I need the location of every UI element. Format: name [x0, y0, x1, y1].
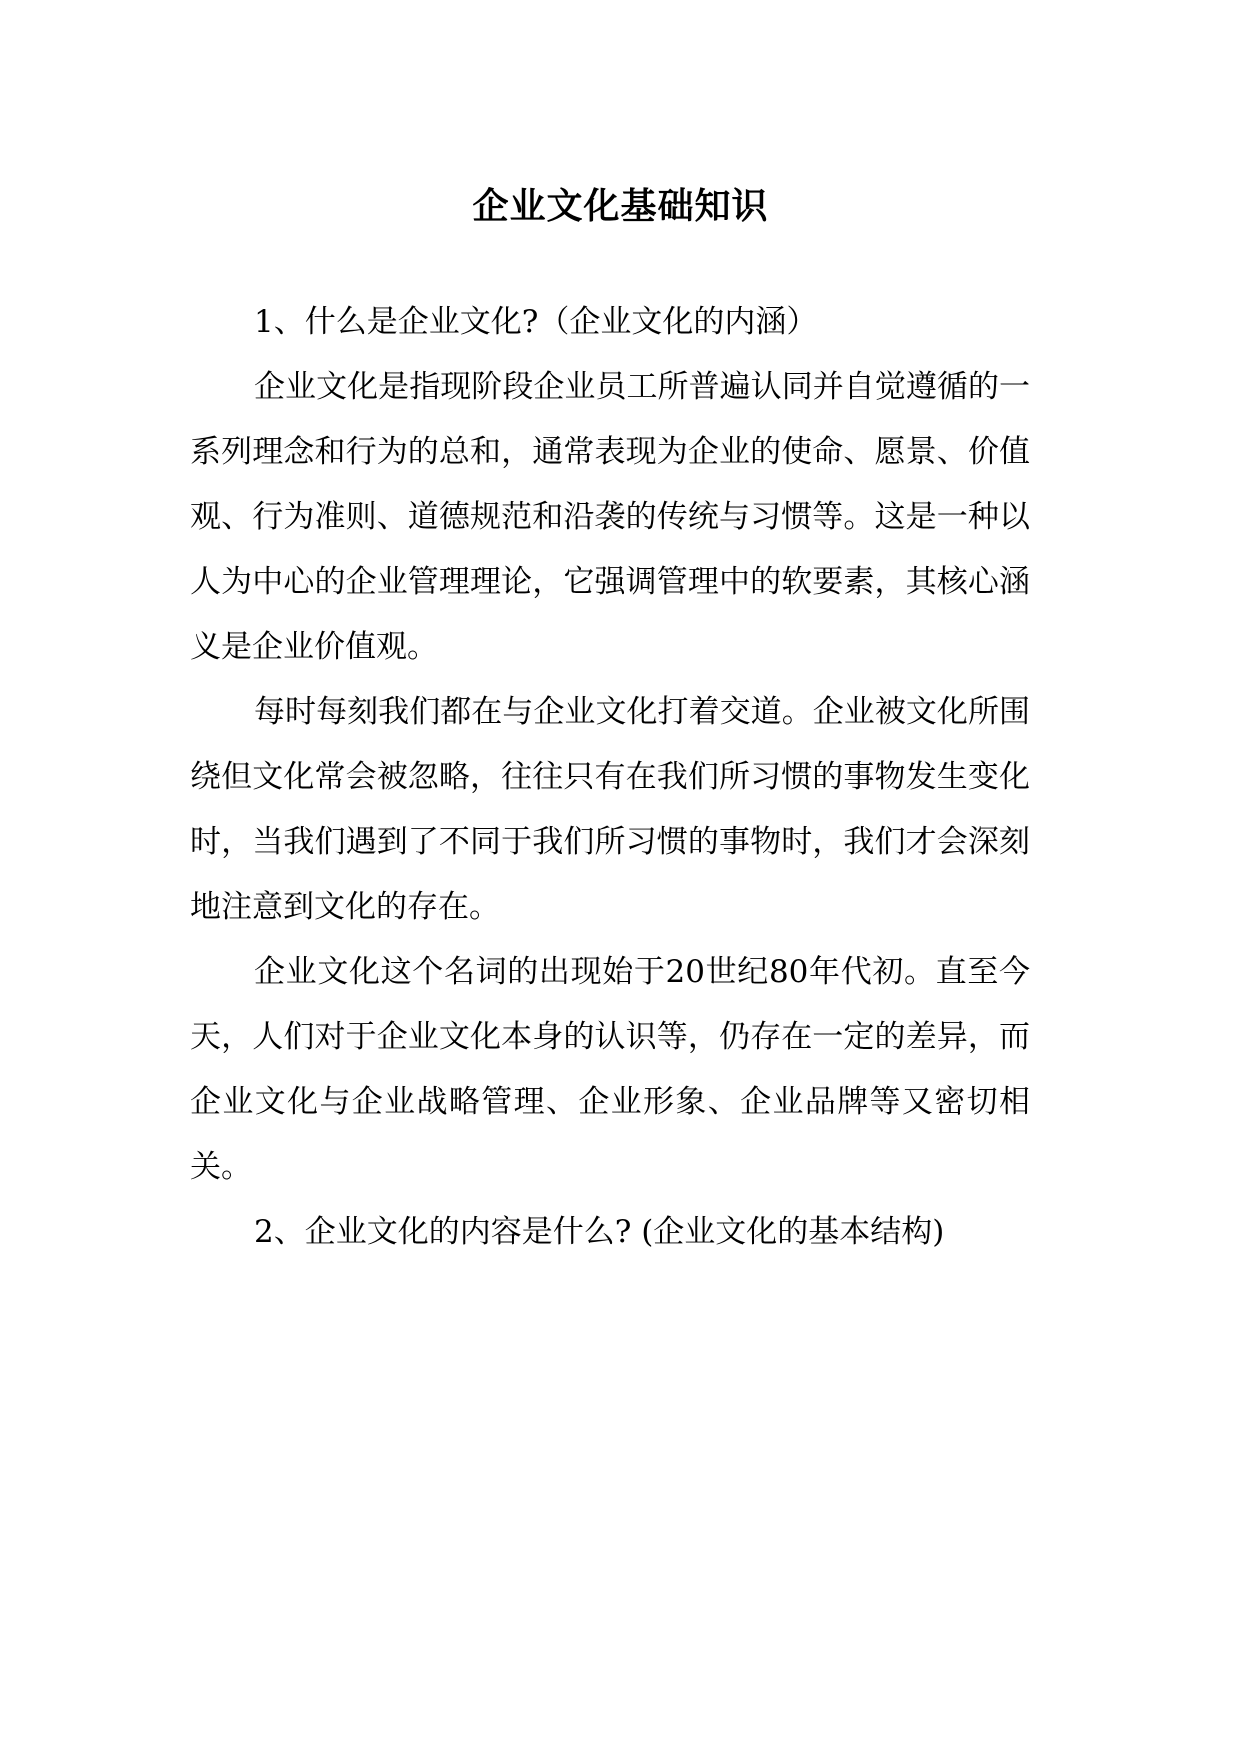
section-heading-2: 2、企业文化的内容是什么? (企业文化的基本结构)	[254, 1214, 945, 1250]
paragraph-history: 企业文化这个名词的出现始于20世纪80年代初。直至今天，人们对于企业文化本身的认识等，仍存在一定的差异，而企业文化与企业战略管理、企业形象、企业品牌等又密切相关。	[190, 954, 1030, 1185]
section-heading-1: 1、什么是企业文化?（企业文化的内涵）	[254, 304, 818, 340]
document-body	[190, 290, 1030, 1265]
paragraph-everyday: 每时每刻我们都在与企业文化打着交道。企业被文化所围绕但文化常会被忽略，往往只有在我们所习惯的事物发生变化时，当我们遇到了不同于我们所习惯的事物时，我们才会深刻地注意到文化的存在。	[190, 694, 1030, 925]
document-title: 企业文化基础知识	[472, 185, 769, 228]
paragraph-definition: 企业文化是指现阶段企业员工所普遍认同并自觉遵循的一系列理念和行为的总和，通常表现为企业的使命、愿景、价值观、行为准则、道德规范和沿袭的传统与习惯等。这是一种以人为中心的企业管理理论，它强调管理中的软要素，其核心涵义是企业价值观。	[190, 369, 1030, 665]
